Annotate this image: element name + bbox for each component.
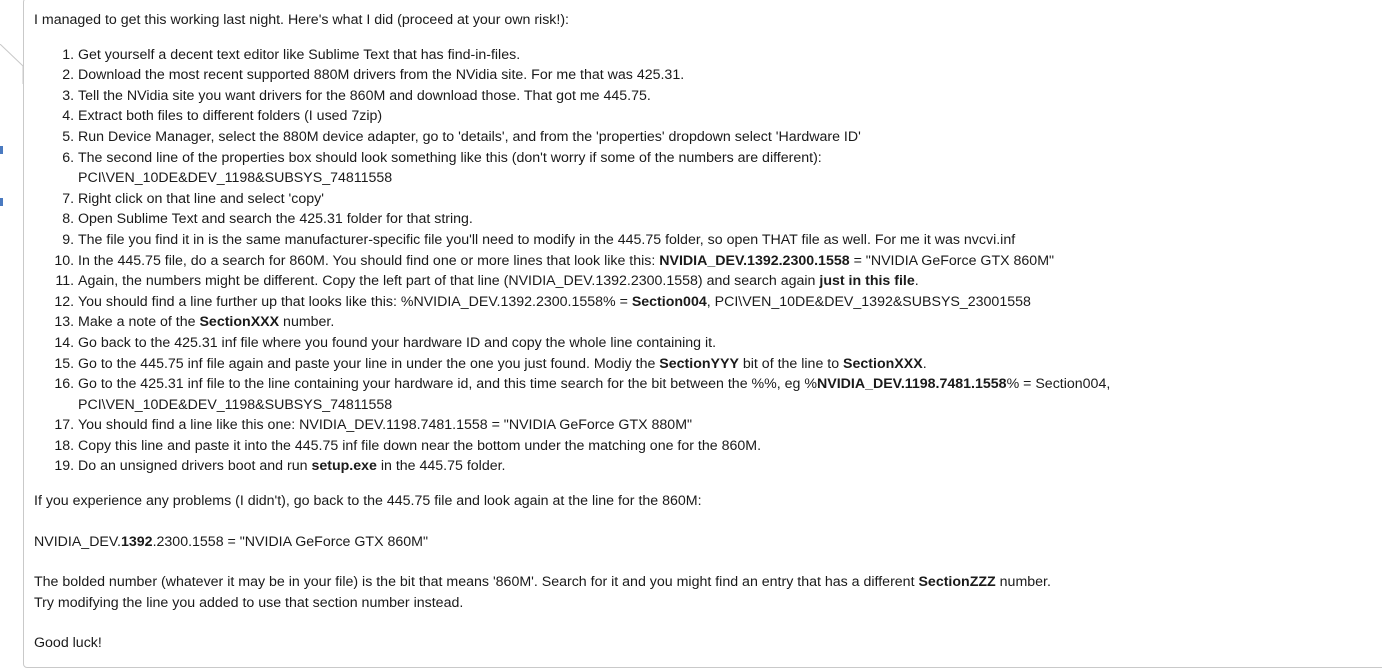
bubble-pointer-icon [0, 44, 26, 84]
list-item: 8. Open Sublime Text and search the 425.31 folder for that string. [78, 209, 1364, 230]
list-item: 19. Do an unsigned drivers boot and run setup.exe in the 445.75 folder. [78, 456, 1364, 477]
post-body [34, 10, 1364, 654]
list-item: 5. Run Device Manager, select the 880M device adapter, go to 'details', and from the 'properties' dropdown select 'Hardware ID' [78, 127, 1364, 148]
list-item: 11. Again, the numbers might be different. Copy the left part of that line (NVIDIA_DEV.1392.2300.1558) and search again just in this file. [78, 271, 1364, 292]
bolded-note-paragraph: The bolded number (whatever it may be in your file) is the bit that means '860M'. Search for it and you might find an entry that has a different SectionZZZ number. Try modifying the line you added to use that section number instead. [34, 574, 1051, 611]
left-gutter [0, 0, 24, 658]
list-item: 7. Right click on that line and select 'copy' [78, 189, 1364, 210]
list-item: 16. Go to the 425.31 inf file to the line containing your hardware id, and this time search for the bit between the %%, eg %NVIDIA_DEV.1198.7481.1558% = Section004, PCI\VEN_10DE&DEV_1198&SUBSYS_74811558 [78, 374, 1364, 415]
steps-list [34, 45, 1364, 477]
list-item: 12. You should find a line further up that looks like this: %NVIDIA_DEV.1392.2300.1558% = Section004, PCI\VEN_10DE&DEV_1392&SUBSYS_23001558 [78, 292, 1364, 313]
list-item: 10. In the 445.75 file, do a search for 860M. You should find one or more lines that look like this: NVIDIA_DEV.1392.2300.1558 = "NVIDIA GeForce GTX 860M" [78, 251, 1364, 272]
list-item: 14. Go back to the 425.31 inf file where you found your hardware ID and copy the whole line containing it. [78, 333, 1364, 354]
gutter-marker [0, 146, 3, 154]
list-item: 15. Go to the 445.75 inf file again and paste your line in under the one you just found. Modiy the SectionYYY bit of the line to SectionXXX. [78, 354, 1364, 375]
list-item: 18. Copy this line and paste it into the 445.75 inf file down near the bottom under the matching one for the 860M. [78, 436, 1364, 457]
list-item: 13. Make a note of the SectionXXX number. [78, 312, 1364, 333]
gutter-marker [0, 198, 3, 206]
list-item: 3. Tell the NVidia site you want drivers for the 860M and download those. That got me 445.75. [78, 86, 1364, 107]
list-item: 6. The second line of the properties box should look something like this (don't worry if some of the numbers are different): PCI\VEN_10DE&DEV_1198&SUBSYS_74811558 [78, 148, 1364, 189]
list-item: 17. You should find a line like this one: NVIDIA_DEV.1198.7481.1558 = "NVIDIA GeForce GTX 880M" [78, 415, 1364, 436]
problems-paragraph: If you experience any problems (I didn't), go back to the 445.75 file and look again at the line for the 860M: [34, 493, 702, 510]
example-line: NVIDIA_DEV.1392.2300.1558 = "NVIDIA GeForce GTX 860M" [34, 533, 429, 550]
post-intro: I managed to get this working last night. Here's what I did (proceed at your own risk!): [34, 12, 569, 28]
signoff: Good luck! [34, 635, 102, 652]
list-item: 9. The file you find it in is the same manufacturer-specific file you'll need to modify in the 445.75 folder, so open THAT file as well. For me it was nvcvi.inf [78, 230, 1364, 251]
list-item: 2. Download the most recent supported 880M drivers from the NVidia site. For me that was 425.31. [78, 65, 1364, 86]
list-item: 1. Get yourself a decent text editor like Sublime Text that has find-in-files. [78, 45, 1364, 66]
list-item: 4. Extract both files to different folders (I used 7zip) [78, 106, 1364, 127]
